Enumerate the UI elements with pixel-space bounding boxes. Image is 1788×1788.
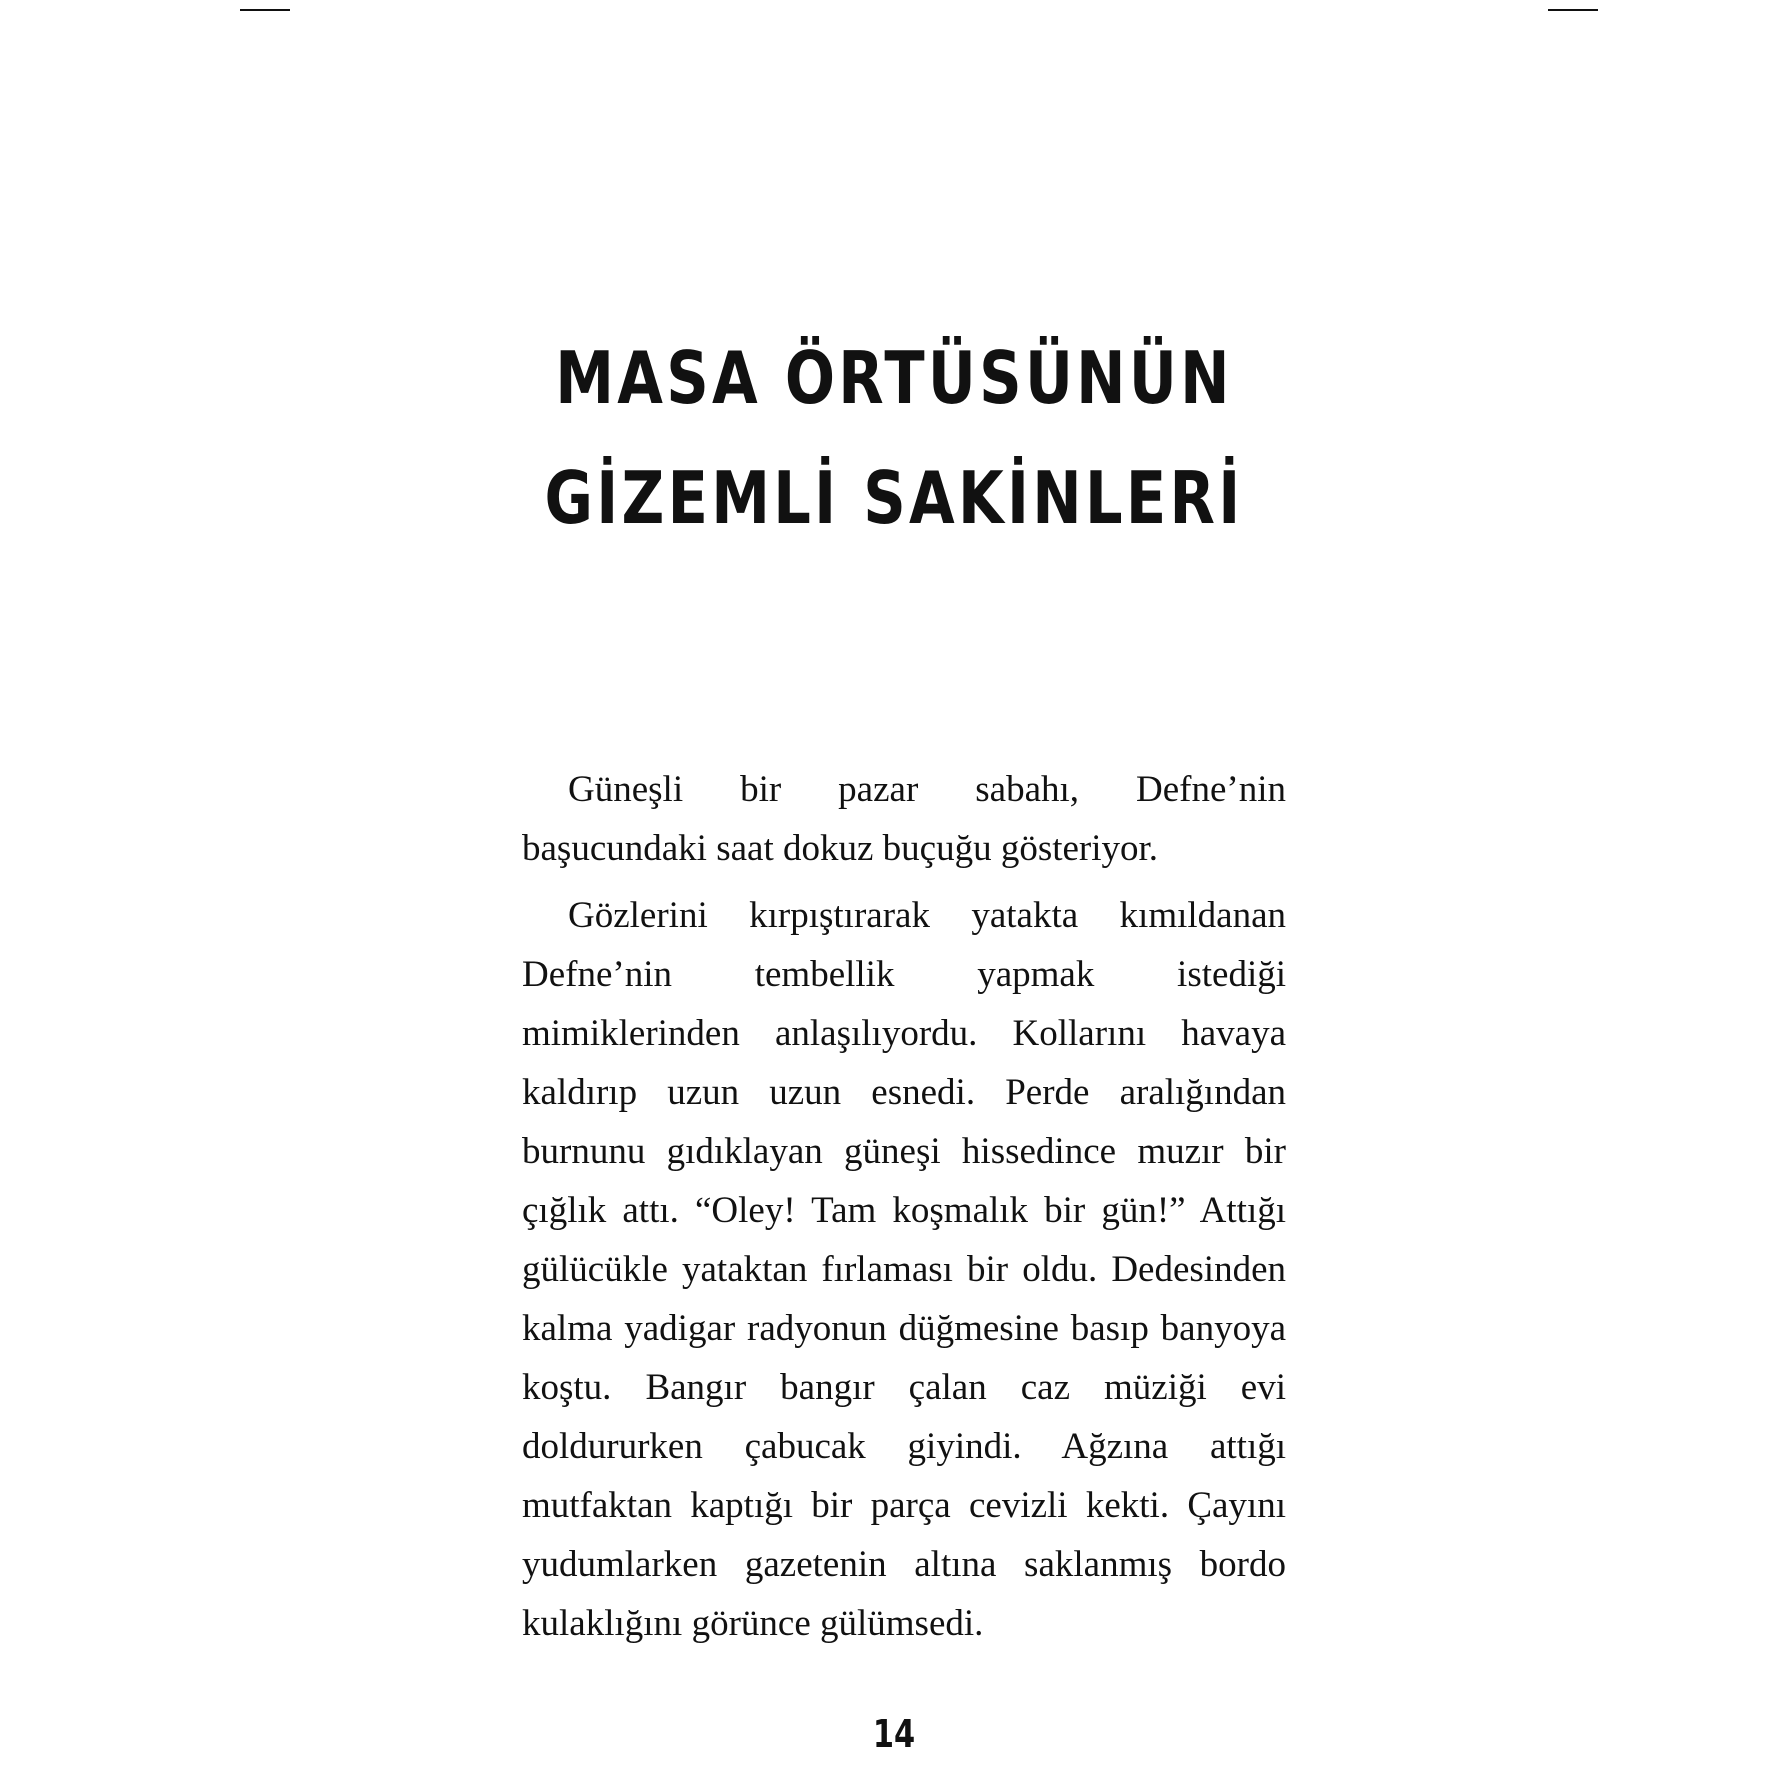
crop-mark-top-right <box>1548 9 1598 11</box>
chapter-title <box>161 318 1627 558</box>
paragraph-1: Güneşli bir pazar sabahı, Defne’nin başucundaki saat dokuz buçuğu gösteriyor. <box>522 769 1286 869</box>
body-text <box>522 760 1286 1661</box>
crop-mark-top-left <box>240 9 290 11</box>
paragraph-2: Gözlerini kırpıştırarak yatakta kımıldanan Defne’nin tembellik yapmak istediği mimiklerinden anlaşılıyordu. Kollarını havaya kaldırıp uzun uzun esnedi. Perde aralığından burnunu gıdıklayan güneşi hissedince muzır bir çığlık attı. “Oley! Tam koşmalık bir gün!” Attığı gülücükle yataktan fırlaması bir oldu. Dedesinden kalma yadigar radyonun düğmesine basıp banyoya koştu. Bangır bangır çalan caz müziği evi doldururken çabucak giyindi. Ağzına attığı mutfaktan kaptığı bir parça cevizli kekti. Çayını yudumlarken gazetenin altına saklanmış bordo kulaklığını görünce gülümsedi. <box>522 895 1286 1644</box>
chapter-title-line-2: GİZEMLİ SAKİNLERİ <box>544 456 1244 540</box>
chapter-title-line-1: MASA ÖRTÜSÜNÜN <box>555 336 1233 420</box>
page-number: 14 <box>872 1712 916 1756</box>
